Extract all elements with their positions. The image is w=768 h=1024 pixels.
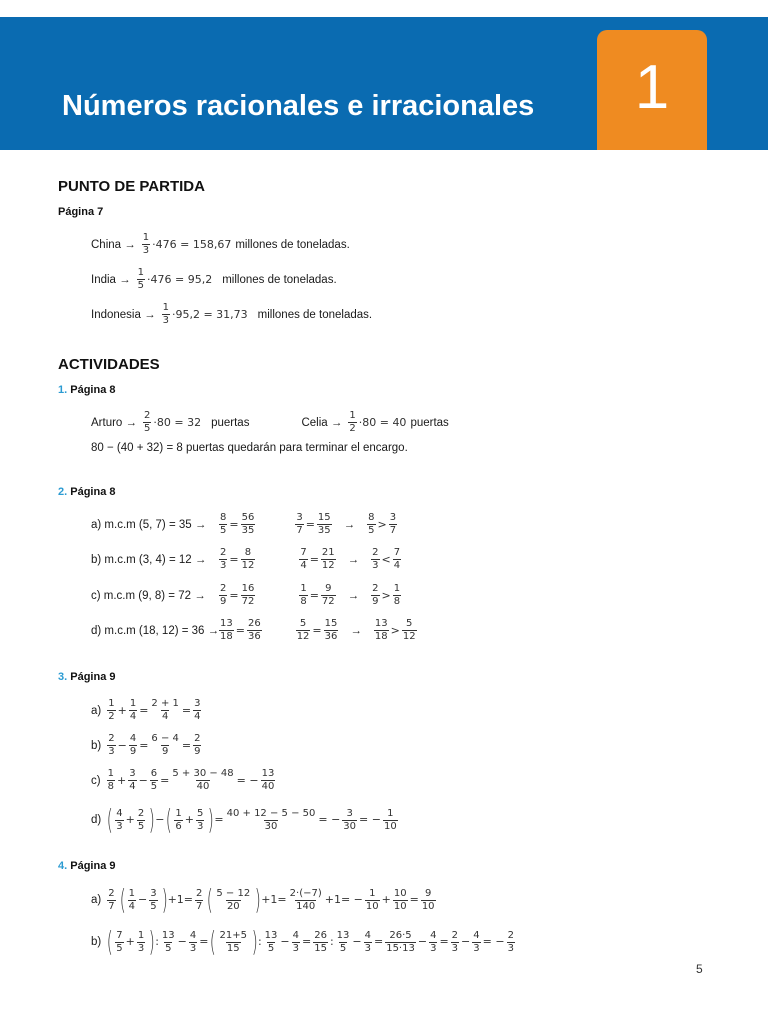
- fraction: $\frac{4}{3}$: [189, 929, 197, 954]
- activity1-line: [91, 410, 449, 435]
- fraction: $\frac{2}{3}$: [451, 929, 459, 954]
- activity4-b: b) ( $\frac{7}{5}$ + $\frac{1}{3}$ ) : $\frac{13}{5}$ − $\frac{4}{3}$ = ( $\frac{21+5}{15}$ ) : $\frac{13}{5}$ − $\frac{4}{3}$ = $\frac{26}{15}$ : $\frac{13}{5}$ − $\frac{4}{3}$ = $\frac{26\cdot 5}{15\cdot 13}$ − $\frac{4}{3}$ = $\frac{2}{3}$ − $\frac{4}{3}$ = − $\frac{2}{3}$: [91, 925, 514, 958]
- label: c) m.c.m (9, 8) = 72 →: [91, 589, 206, 602]
- fraction: $\frac{7}{4}$: [300, 547, 307, 571]
- activity2-row: a) m.c.m (5, 7) = 35 → $\frac{8}{5}$ = $\frac{56}{35}$ $\frac{3}{7}$ = $\frac{15}{35}$ → $\frac{8}{5}$ > $\frac{3}{7}$: [91, 512, 397, 536]
- expression: ·476 = 95,2: [147, 272, 213, 286]
- label: Arturo →: [91, 416, 138, 429]
- fraction: $\frac{4}{3}$: [430, 929, 437, 954]
- fraction: $\frac{1}{8}$: [107, 768, 114, 792]
- fraction: $\frac{13}{5}$: [161, 929, 175, 954]
- fraction: $\frac{3}{7}$: [389, 512, 397, 536]
- fraction: $\frac{13}{40}$: [261, 768, 275, 792]
- activity-header: 2. Página 8: [58, 486, 116, 498]
- activity4-a: a) $\frac{2}{7}$ ( $\frac{1}{4}$ − $\frac{3}{5}$ ) +1= $\frac{2}{7}$ ( $\frac{5 - 12}{20}$ ) +1= $\frac{2\cdot(-7)}{140}$ +1= − $\frac{1}{10}$ + $\frac{10}{10}$ = $\frac{9}{10}$: [91, 883, 435, 916]
- fraction: $\frac{8}{5}$: [368, 512, 375, 536]
- fraction: $\frac{2}{3}$: [108, 733, 115, 757]
- label: b) m.c.m (3, 4) = 12 →: [91, 553, 207, 566]
- fraction: $\frac{8}{5}$: [220, 512, 227, 536]
- fraction: $\frac{1}{5}$: [137, 267, 145, 291]
- expression: ·476 = 158,67: [152, 237, 232, 251]
- activity-header: 1. Página 8: [58, 384, 116, 396]
- fraction: $\frac{4}{3}$: [364, 929, 371, 954]
- fraction: $\frac{5}{12}$: [402, 618, 416, 642]
- fraction: $\frac{16}{72}$: [241, 583, 255, 607]
- fraction: $\frac{2\cdot(-7)}{140}$: [289, 887, 322, 912]
- fraction: $\frac{2}{9}$: [220, 583, 227, 607]
- fraction: $\frac{26\cdot 5}{15\cdot 13}$: [386, 929, 415, 954]
- activity-header: 4. Página 9: [58, 860, 116, 872]
- expression: ·80 = 32: [153, 415, 202, 429]
- fraction: $\frac{1}{3}$: [142, 232, 150, 256]
- activity3-a: a) $\frac{1}{2}$ + $\frac{1}{4}$ = $\frac{2 + 1}{4}$ = $\frac{3}{4}$: [91, 698, 201, 722]
- activity-header: 3. Página 9: [58, 671, 116, 683]
- label: Indonesia →: [91, 308, 156, 321]
- fraction: $\frac{13}{5}$: [264, 929, 278, 954]
- fraction: $\frac{3}{4}$: [194, 698, 201, 722]
- fraction: $\frac{2}{3}$: [507, 929, 514, 954]
- fraction: $\frac{9}{10}$: [421, 887, 435, 912]
- fraction: $\frac{1}{3}$: [137, 929, 145, 954]
- fraction: $\frac{21}{12}$: [321, 547, 335, 571]
- unit-text: millones de toneladas.: [235, 238, 350, 251]
- fraction: $\frac{2 + 1}{4}$: [151, 698, 179, 722]
- fraction: $\frac{5 + 30 - 48}{40}$: [172, 768, 234, 792]
- chapter-number: 1: [634, 53, 670, 122]
- fraction: $\frac{9}{72}$: [321, 583, 335, 607]
- section-heading-actividades: ACTIVIDADES: [58, 356, 160, 373]
- activity2-row: c) m.c.m (9, 8) = 72 → $\frac{2}{9}$ = $\frac{16}{72}$ $\frac{1}{8}$ = $\frac{9}{72}$ → $\frac{2}{9}$ > $\frac{1}{8}$: [91, 583, 401, 607]
- unit-text: puertas: [211, 416, 250, 429]
- punto-row: [91, 302, 372, 327]
- expression: ·95,2 = 31,73: [171, 307, 248, 321]
- fraction: $\frac{3}{4}$: [129, 768, 136, 792]
- unit-text: puertas: [410, 416, 449, 429]
- fraction: $\frac{7}{5}$: [116, 929, 123, 954]
- fraction: $\frac{5 - 12}{20}$: [216, 887, 251, 912]
- fraction: $\frac{5}{3}$: [197, 807, 204, 832]
- fraction: $\frac{5}{12}$: [296, 618, 310, 642]
- fraction: $\frac{15}{36}$: [324, 618, 338, 642]
- unit-text: millones de toneladas.: [257, 308, 373, 321]
- unit-text: millones de toneladas.: [222, 273, 337, 286]
- fraction: $\frac{2}{9}$: [372, 583, 379, 607]
- fraction: $\frac{13}{18}$: [374, 618, 388, 642]
- activity2-row: b) m.c.m (3, 4) = 12 → $\frac{2}{3}$ = $\frac{8}{12}$ $\frac{7}{4}$ = $\frac{21}{12}$ → $\frac{2}{3}$ < $\frac{7}{4}$: [91, 547, 401, 571]
- page-ref: Página 7: [58, 206, 104, 218]
- fraction: $\frac{13}{18}$: [220, 618, 233, 642]
- activity3-b: b) $\frac{2}{3}$ − $\frac{4}{9}$ = $\frac{6 - 4}{9}$ = $\frac{2}{9}$: [91, 733, 201, 757]
- fraction: $\frac{3}{5}$: [150, 887, 157, 912]
- fraction: $\frac{26}{15}$: [314, 929, 327, 954]
- fraction: $\frac{2}{7}$: [196, 887, 203, 912]
- fraction: $\frac{1}{4}$: [128, 887, 135, 912]
- label: d) m.c.m (18, 12) = 36 →: [91, 624, 220, 637]
- fraction: $\frac{2}{7}$: [108, 887, 115, 912]
- fraction: $\frac{1}{6}$: [175, 807, 182, 832]
- fraction: $\frac{4}{3}$: [116, 807, 123, 832]
- fraction: $\frac{3}{30}$: [343, 807, 357, 832]
- fraction: $\frac{21+5}{15}$: [219, 929, 247, 954]
- fraction: $\frac{4}{3}$: [292, 929, 299, 954]
- fraction: $\frac{7}{4}$: [393, 547, 401, 571]
- fraction: $\frac{1}{10}$: [383, 807, 397, 832]
- fraction: $\frac{1}{4}$: [129, 698, 137, 722]
- label: China →: [91, 238, 136, 251]
- activity3-c: c) $\frac{1}{8}$ + $\frac{3}{4}$ − $\frac{6}{5}$ = $\frac{5 + 30 - 48}{40}$ = − $\frac{13}{40}$: [91, 768, 275, 792]
- punto-row: [91, 232, 350, 257]
- punto-row: [91, 267, 337, 292]
- fraction: $\frac{1}{2}$: [349, 410, 356, 434]
- fraction: $\frac{56}{35}$: [241, 512, 255, 536]
- fraction: $\frac{2}{3}$: [220, 547, 227, 571]
- fraction: $\frac{6 - 4}{9}$: [151, 733, 179, 757]
- fraction: $\frac{8}{12}$: [241, 547, 255, 571]
- fraction: $\frac{1}{8}$: [393, 583, 401, 607]
- fraction: $\frac{10}{10}$: [393, 887, 407, 912]
- activity3-d: d) ( $\frac{4}{3}$ + $\frac{2}{5}$ ) − ( $\frac{1}{6}$ + $\frac{5}{3}$ ) = $\frac{40 + 12 - 5 - 50}{30}$ = − $\frac{3}{30}$ = − $\frac{1}{10}$: [91, 803, 397, 836]
- fraction: $\frac{2}{9}$: [194, 733, 201, 757]
- fraction: $\frac{1}{3}$: [162, 302, 169, 326]
- label: Celia →: [301, 416, 343, 429]
- fraction: $\frac{2}{3}$: [372, 547, 379, 571]
- label: India →: [91, 273, 131, 286]
- fraction: $\frac{2}{5}$: [137, 807, 145, 832]
- section-heading-punto: PUNTO DE PARTIDA: [58, 178, 205, 195]
- fraction: $\frac{6}{5}$: [150, 768, 158, 792]
- fraction: $\frac{40 + 12 - 5 - 50}{30}$: [226, 807, 316, 832]
- activity1-result: 80 − (40 + 32) = 8 puertas quedarán para terminar el encargo.: [91, 442, 408, 454]
- label: a) m.c.m (5, 7) = 35 →: [91, 518, 207, 531]
- fraction: $\frac{4}{3}$: [473, 929, 480, 954]
- fraction: $\frac{1}{8}$: [300, 583, 307, 607]
- fraction: $\frac{1}{2}$: [108, 698, 115, 722]
- fraction: $\frac{1}{10}$: [365, 887, 379, 912]
- page-number: 5: [696, 962, 703, 976]
- chapter-title: Números racionales e irracionales: [62, 90, 535, 122]
- activity2-row: d) m.c.m (18, 12) = 36 → $\frac{13}{18}$ = $\frac{26}{36}$ $\frac{5}{12}$ = $\frac{15}{36}$ → $\frac{13}{18}$ > $\frac{5}{12}$: [91, 618, 416, 642]
- fraction: $\frac{26}{36}$: [247, 618, 261, 642]
- expression: ·80 = 40: [358, 415, 407, 429]
- fraction: $\frac{4}{9}$: [129, 733, 137, 757]
- fraction: $\frac{3}{7}$: [296, 512, 303, 536]
- fraction: $\frac{13}{5}$: [336, 929, 350, 954]
- fraction: $\frac{2}{5}$: [144, 410, 151, 434]
- fraction: $\frac{15}{35}$: [317, 512, 331, 536]
